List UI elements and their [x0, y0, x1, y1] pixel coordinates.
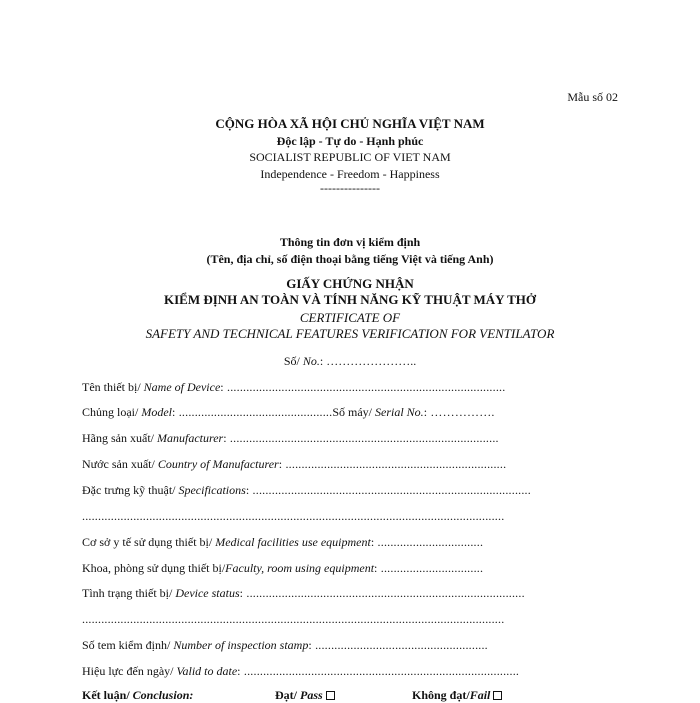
field-specifications-continued[interactable]: .................................................................................................................................... — [82, 509, 505, 523]
header-divider: --------------- — [320, 181, 380, 195]
conclusion-row — [82, 688, 537, 703]
conclusion-label: Kết luận/ Conclusion: — [82, 688, 194, 702]
country-name-vi: CỘNG HÒA XÃ HỘI CHỦ NGHĨA VIỆT NAM — [215, 116, 485, 131]
field-medical-facility[interactable]: Cơ sở y tế sử dụng thiết bị/ Medical facilities use equipment: ................................. — [82, 535, 484, 549]
form-code: Mẫu số 02 — [567, 90, 618, 104]
field-model-serial[interactable]: Chủng loại/ Model: ................................................Số máy/ Serial No.: ……………. — [82, 405, 495, 419]
pass-option[interactable]: Đạt/ Pass — [275, 688, 335, 703]
field-valid-to-date[interactable]: Hiệu lực đến ngày/ Valid to date: ...................................................................................... — [82, 664, 520, 678]
country-name-en: SOCIALIST REPUBLIC OF VIET NAM — [249, 150, 451, 164]
field-country-of-manufacturer[interactable]: Nước sản xuất/ Country of Manufacturer: ..................................................................... — [82, 457, 507, 471]
field-specifications[interactable]: Đặc trưng kỹ thuật/ Specifications: ....................................................................................... — [82, 483, 531, 497]
title-en-line2: SAFETY AND TECHNICAL FEATURES VERIFICATION FOR VENTILATOR — [145, 326, 555, 341]
title-vi-line1: GIẤY CHỨNG NHẬN — [286, 276, 414, 291]
field-device-status-continued[interactable]: .................................................................................................................................... — [82, 612, 505, 626]
field-device-name[interactable]: Tên thiết bị/ Name of Device: ....................................................................................... — [82, 380, 506, 394]
title-vi-line2: KIỂM ĐỊNH AN TOÀN VÀ TÍNH NĂNG KỸ THUẬT MÁY THỞ — [163, 292, 536, 307]
field-faculty-room[interactable]: Khoa, phòng sử dụng thiết bị/Faculty, room using equipment: ................................ — [82, 561, 484, 575]
field-manufacturer[interactable]: Hãng sản xuất/ Manufacturer: .................................................................................... — [82, 431, 499, 445]
title-en-line1: CERTIFICATE OF — [299, 310, 401, 325]
motto-en: Independence - Freedom - Happiness — [260, 167, 440, 181]
org-info-hint: (Tên, địa chỉ, số điện thoại bằng tiếng Việt và tiếng Anh) — [206, 252, 494, 266]
field-inspection-stamp[interactable]: Số tem kiểm định/ Number of inspection stamp: ...................................................... — [82, 638, 488, 652]
fail-option[interactable]: Không đạt/Fail — [412, 688, 502, 703]
org-info-label: Thông tin đơn vị kiểm định — [279, 235, 421, 249]
certificate-number: Số/ No.: ………………….. — [283, 354, 417, 368]
field-device-status[interactable]: Tình trạng thiết bị/ Device status: ....................................................................................... — [82, 586, 525, 600]
fail-checkbox[interactable] — [493, 691, 502, 700]
motto-vi: Độc lập - Tự do - Hạnh phúc — [276, 134, 424, 148]
pass-checkbox[interactable] — [326, 691, 335, 700]
